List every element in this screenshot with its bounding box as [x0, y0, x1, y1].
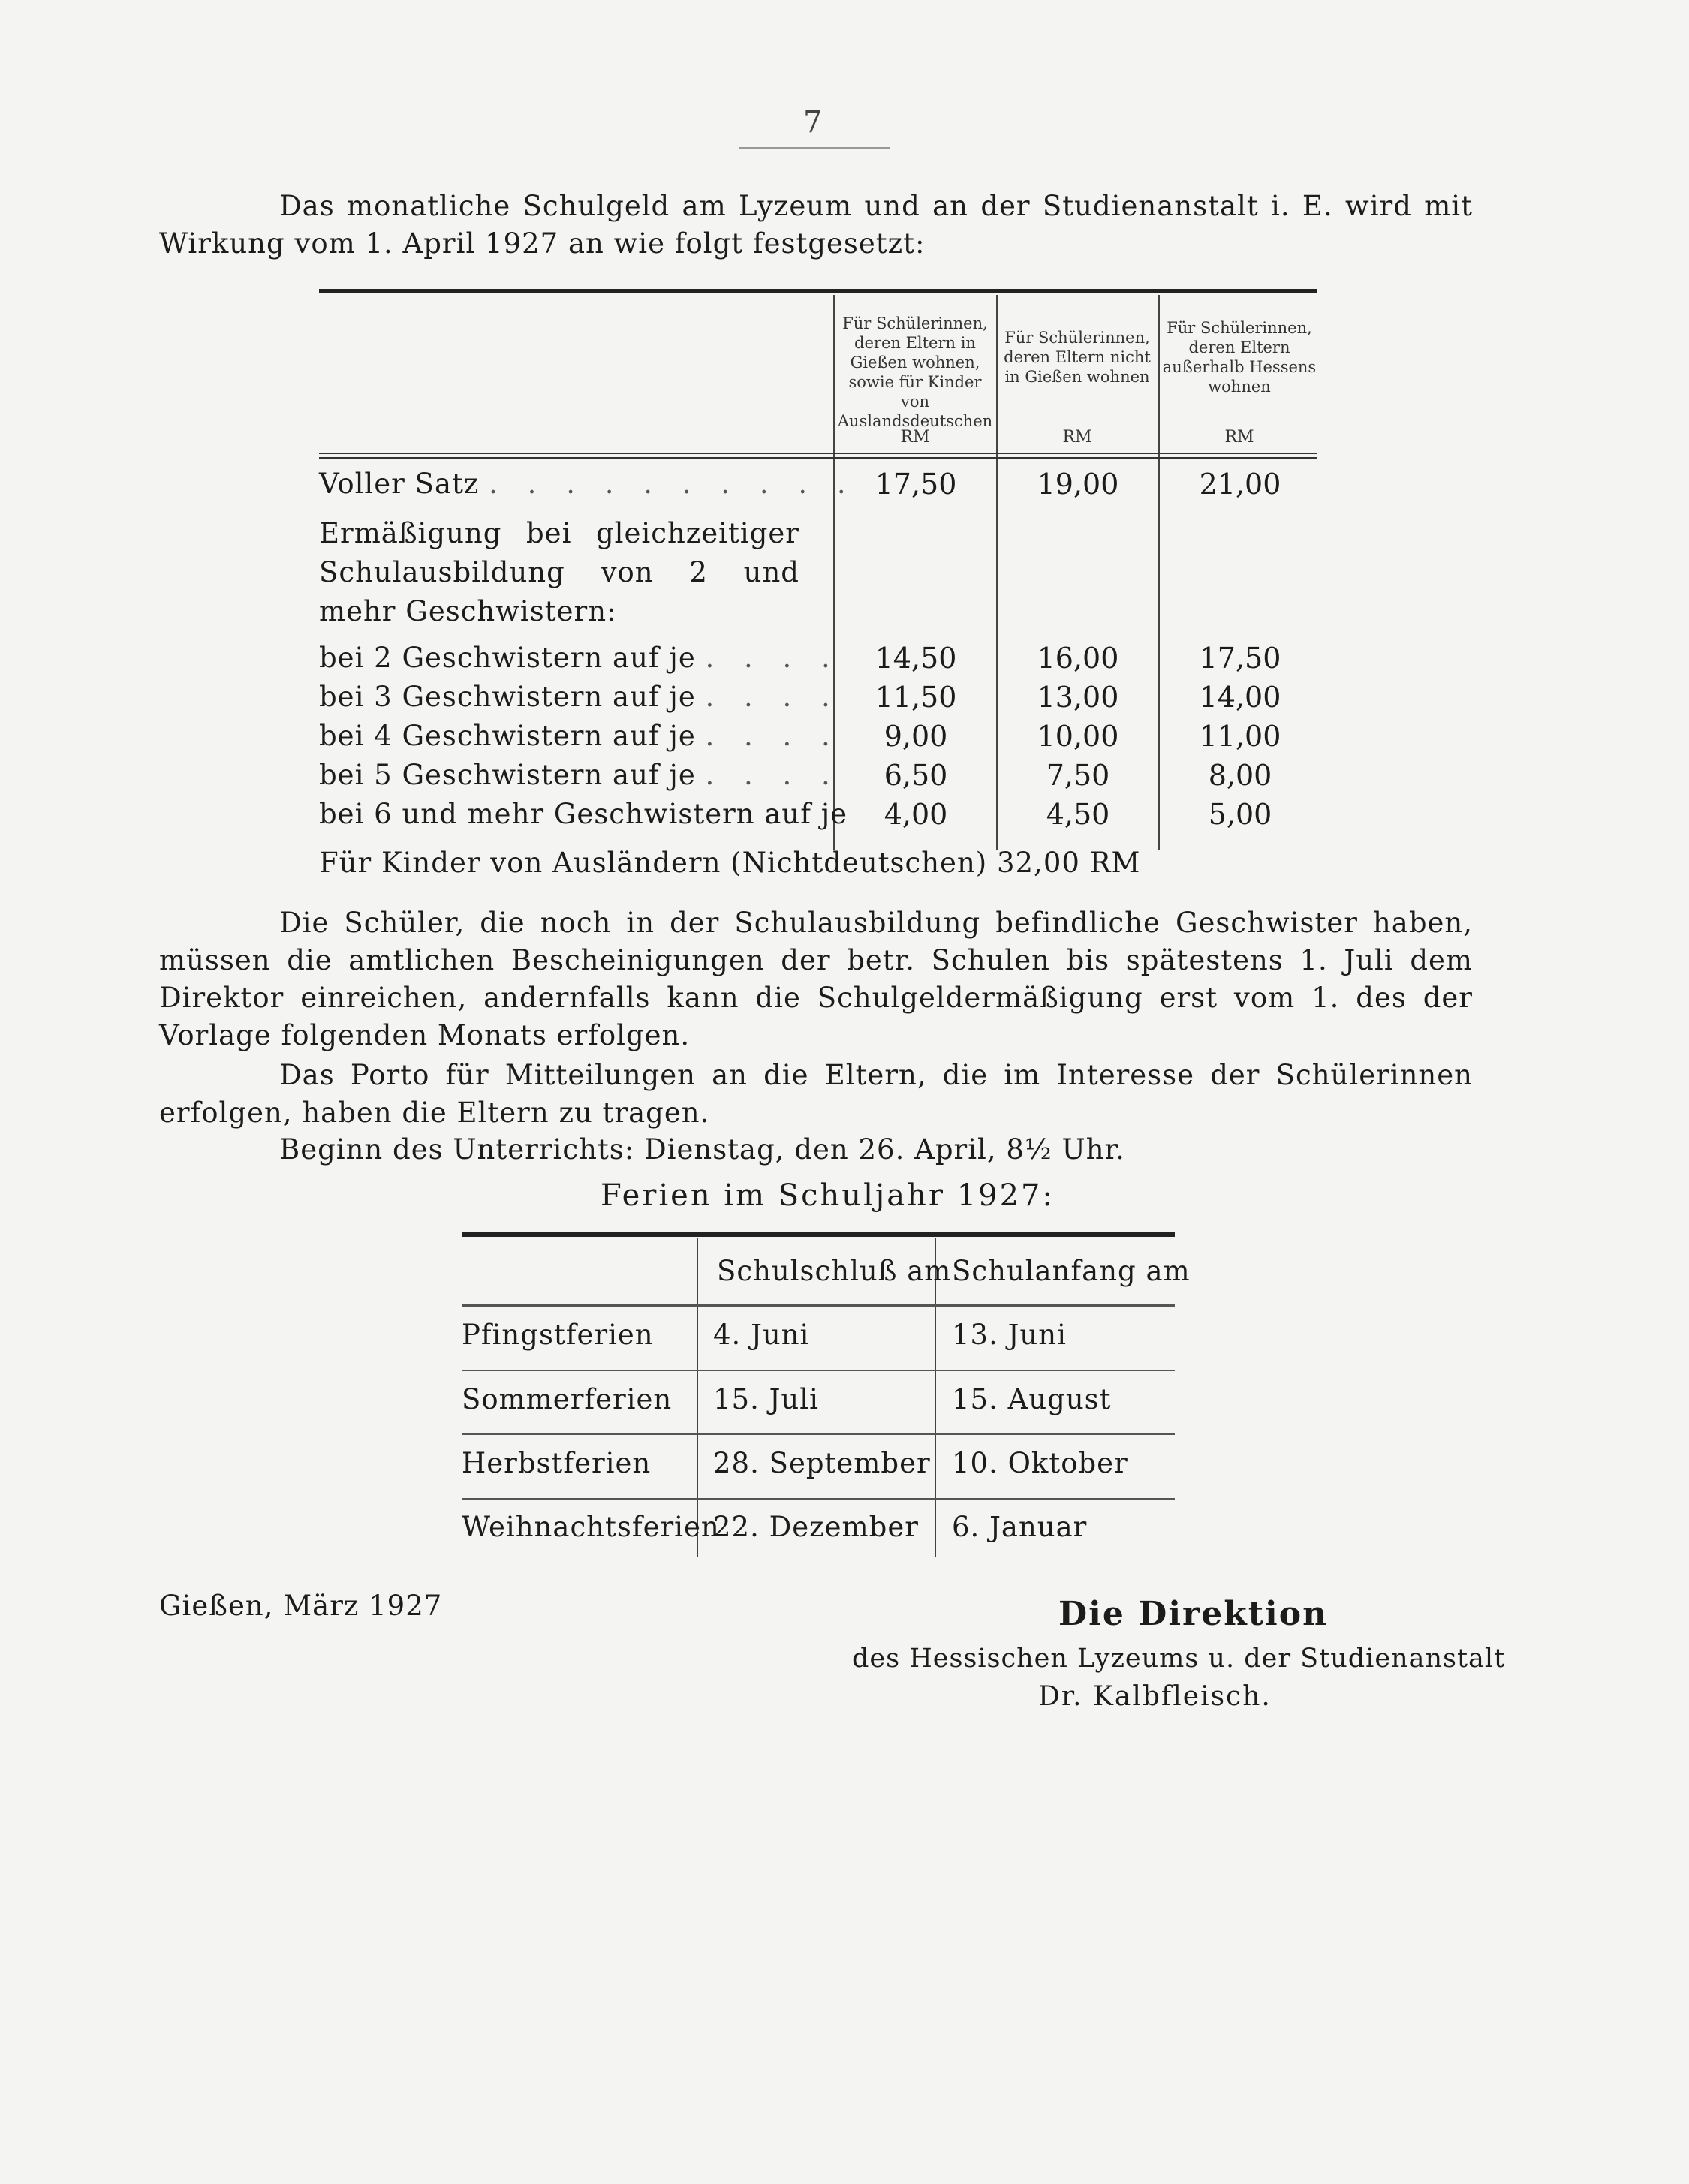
fee-header-rule — [319, 453, 1317, 454]
fee-value: 17,50 — [875, 468, 957, 501]
holiday-name: Sommerferien — [462, 1383, 673, 1415]
lesson-start: Beginn des Unterrichts: Dienstag, den 26. April, 8½ Uhr. — [279, 1133, 1125, 1166]
fee-value: 4,00 — [884, 798, 948, 831]
fee-unit-2: RM — [1062, 428, 1092, 447]
fee-value: 10,00 — [1037, 720, 1119, 753]
postage-paragraph: Das Porto für Mitteilungen an die Eltern, die im Interesse der Schülerinnen erfolgen, haben die Eltern zu tragen. — [159, 1059, 1473, 1129]
fee-row-label: bei 3 Geschwistern auf je . . . . — [319, 681, 841, 713]
holiday-start: 15. August — [952, 1383, 1112, 1415]
holiday-name: Pfingstferien — [462, 1319, 654, 1351]
fee-row — [319, 798, 1317, 837]
intro-paragraph: Das monatliche Schulgeld am Lyzeum und an der Studienanstalt i. E. wird mit Wirkung vom 1. April 1927 an wie folgt festgesetzt: — [159, 190, 1473, 260]
holiday-header-rule — [462, 1304, 1175, 1307]
page-number: 7 — [803, 105, 823, 140]
fee-row — [319, 642, 1317, 681]
fee-value: 6,50 — [884, 759, 948, 792]
fee-unit-3: RM — [1224, 428, 1254, 447]
holiday-start: 13. Juni — [952, 1319, 1067, 1351]
holiday-header-start: Schulanfang am — [952, 1255, 1191, 1287]
fee-value: 17,50 — [1199, 642, 1281, 675]
holiday-title: Ferien im Schuljahr 1927: — [601, 1178, 1055, 1213]
fee-value: 19,00 — [1037, 468, 1119, 501]
fee-row-label: bei 2 Geschwistern auf je . . . . — [319, 642, 841, 674]
fee-row — [319, 720, 1317, 759]
holiday-end: 22. Dezember — [713, 1511, 919, 1543]
signature-institution: des Hessischen Lyzeums u. der Studienanstalt — [852, 1644, 1506, 1674]
fee-row-label: bei 4 Geschwistern auf je . . . . — [319, 720, 841, 752]
reduction-heading: Ermäßigung bei gleichzeitiger Schulausbildung von 2 und mehr Geschwistern: — [319, 517, 799, 627]
fee-value: 13,00 — [1037, 681, 1119, 714]
holiday-end: 4. Juni — [713, 1319, 810, 1351]
fee-value: 14,00 — [1199, 681, 1281, 714]
fee-row — [319, 681, 1317, 720]
siblings-paragraph: Die Schüler, die noch in der Schulausbildung befindliche Geschwister haben, müssen die amtlichen Bescheinigungen der betr. Schulen bis spätestens 1. Juli dem Direktor einreichen, andernfalls kann die Schulgeldermäßigung erst vom 1. des der Vorlage folgenden Monats erfolgen. — [159, 907, 1473, 1051]
holiday-row-rule — [462, 1370, 1175, 1371]
fee-row-label: bei 5 Geschwistern auf je . . . . — [319, 759, 841, 791]
fee-value: 7,50 — [1046, 759, 1110, 792]
fee-value: 5,00 — [1208, 798, 1272, 831]
holiday-row-rule — [462, 1498, 1175, 1500]
place-date: Gießen, März 1927 — [159, 1590, 443, 1622]
holiday-name: Herbstferien — [462, 1447, 652, 1479]
fee-header-outside-hessen: Für Schülerinnen, deren Eltern außerhalb Hessens wohnen — [1162, 318, 1317, 396]
fee-row-label: bei 6 und mehr Geschwistern auf je — [319, 798, 848, 830]
holiday-name: Weihnachtsferien — [462, 1511, 720, 1543]
fee-header-rule-double — [319, 457, 1317, 459]
fee-value: 4,50 — [1046, 798, 1110, 831]
fee-header-not-giessen: Für Schülerinnen, deren Eltern nicht in Gießen wohnen — [1004, 328, 1151, 386]
fee-value: 9,00 — [884, 720, 948, 753]
page-number-rule — [739, 147, 890, 149]
fee-value: 11,00 — [1199, 720, 1281, 753]
fee-row-full-rate — [319, 468, 1317, 507]
holiday-end: 15. Juli — [713, 1383, 819, 1415]
holiday-header-end: Schulschluß am — [717, 1255, 952, 1287]
fee-row — [319, 759, 1317, 798]
fee-value: 8,00 — [1208, 759, 1272, 792]
fee-header-giessen: Für Schülerinnen, deren Eltern in Gießen wohnen, sowie für Kinder von Auslandsdeutschen — [837, 314, 993, 430]
foreign-children-fee: Für Kinder von Ausländern (Nichtdeutschen) 32,00 RM — [319, 847, 1141, 879]
holiday-top-rule — [462, 1232, 1175, 1237]
holiday-col-divider-1 — [697, 1238, 698, 1557]
holiday-start: 10. Oktober — [952, 1447, 1128, 1479]
fee-unit-1: RM — [900, 428, 930, 447]
signature-title: Die Direktion — [1058, 1595, 1329, 1633]
holiday-end: 28. September — [713, 1447, 931, 1479]
fee-value: 11,50 — [875, 681, 957, 714]
fee-value: 14,50 — [875, 642, 957, 675]
holiday-start: 6. Januar — [952, 1511, 1088, 1543]
holiday-row-rule — [462, 1433, 1175, 1435]
fee-row-label: Voller Satz . . . . . . . . . . — [319, 468, 857, 500]
fee-value: 21,00 — [1199, 468, 1281, 501]
fee-value: 16,00 — [1037, 642, 1119, 675]
signature-name: Dr. Kalbfleisch. — [1038, 1681, 1272, 1712]
